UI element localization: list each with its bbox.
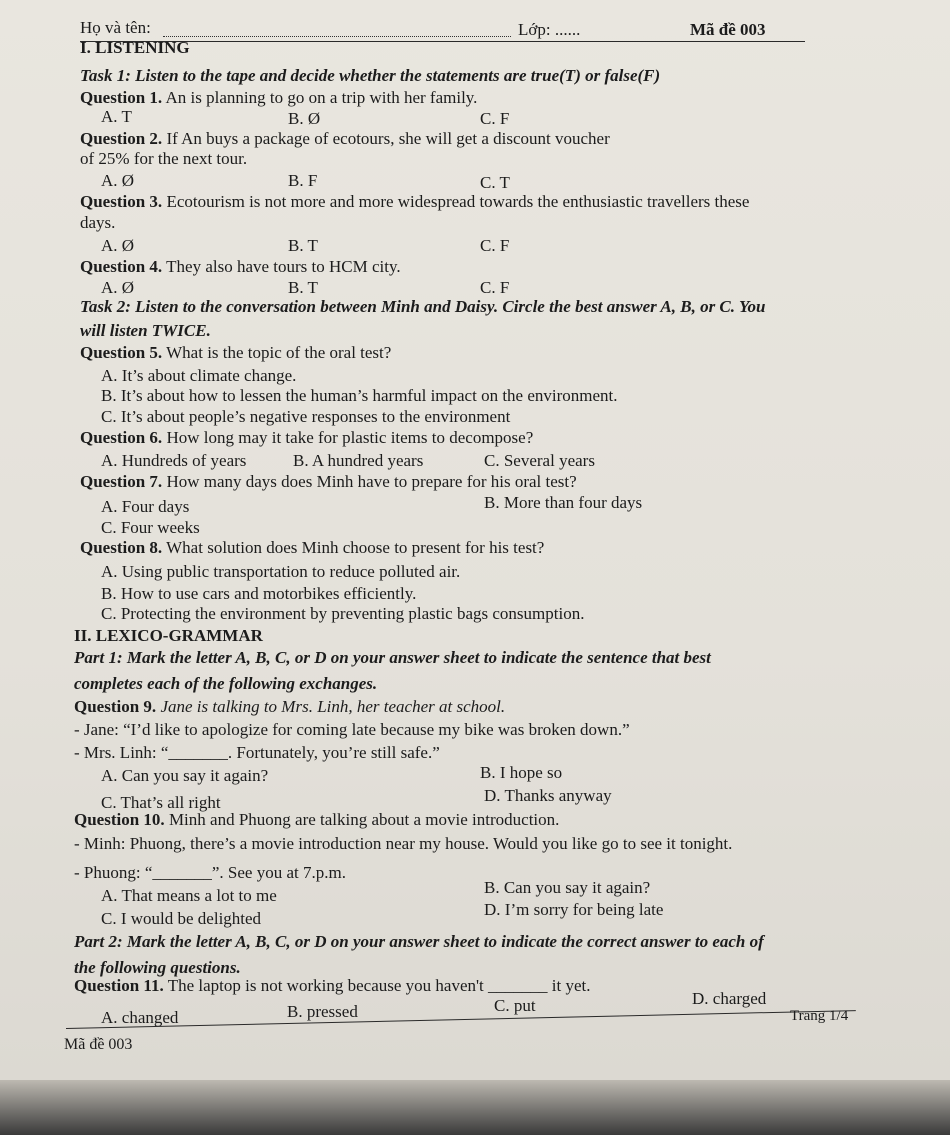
part2-instruction-cont: the following questions. — [74, 958, 241, 977]
section-listening-title: I. LISTENING — [80, 38, 190, 57]
question-7: Question 7. How many days does Minh have to prepare for his oral test? — [80, 472, 577, 491]
question-2-cont: of 25% for the next tour. — [80, 149, 248, 168]
task2-instruction: Task 2: Listen to the conversation between Minh and Daisy. Circle the best answer A, B, or C. You — [80, 297, 766, 316]
task2-instruction-cont: will listen TWICE. — [80, 321, 211, 340]
q6-option-c: C. Several years — [484, 451, 595, 470]
q5-option-b: B. It’s about how to lessen the human’s harmful impact on the environment. — [101, 386, 618, 405]
question-5: Question 5. What is the topic of the oral test? — [80, 343, 392, 362]
q7-option-a: A. Four days — [101, 497, 190, 516]
q3-option-a: A. Ø — [101, 236, 135, 255]
question-1: Question 1. An is planning to go on a trip with her family. — [80, 88, 478, 107]
q1-option-b: B. Ø — [288, 109, 321, 128]
q10-option-d: D. I’m sorry for being late — [484, 900, 664, 919]
q4-option-a: A. Ø — [101, 278, 135, 297]
footer-page-number: Trang 1/4 — [790, 1008, 849, 1024]
q2-option-c: C. T — [480, 173, 510, 192]
q8-option-c: C. Protecting the environment by preventing plastic bags consumption. — [101, 604, 585, 623]
q1-option-c: C. F — [480, 109, 510, 128]
name-label: Họ và tên: — [80, 18, 151, 37]
q6-option-b: B. A hundred years — [293, 451, 424, 470]
exam-code: Mã đề 003 — [690, 20, 766, 39]
q9-option-c: C. That’s all right — [101, 793, 221, 812]
q3-option-c: C. F — [480, 236, 510, 255]
q5-option-a: A. It’s about climate change. — [101, 366, 297, 385]
q3-option-b: B. T — [288, 236, 318, 255]
q10-option-b: B. Can you say it again? — [484, 878, 651, 897]
q10-option-a: A. That means a lot to me — [101, 886, 277, 905]
q9-option-b: B. I hope so — [480, 763, 563, 782]
q10-option-c: C. I would be delighted — [101, 909, 262, 928]
q11-option-d: D. charged — [692, 989, 767, 1008]
q9-linh-line: - Mrs. Linh: “_______. Fortunately, you’re still safe.” — [74, 743, 440, 762]
q6-option-a: A. Hundreds of years — [101, 451, 247, 470]
question-9: Question 9. Jane is talking to Mrs. Linh, her teacher at school. — [74, 697, 506, 716]
q1-option-a: A. T — [101, 107, 132, 126]
q5-option-c: C. It’s about people’s negative responses to the environment — [101, 407, 511, 426]
q2-option-b: B. F — [288, 171, 318, 190]
name-blank — [163, 36, 511, 37]
q10-phuong-line: - Phuong: “_______”. See you at 7.p.m. — [74, 863, 346, 882]
q7-option-b: B. More than four days — [484, 493, 643, 512]
photo-background — [0, 1080, 950, 1135]
footer-exam-code: Mã đề 003 — [64, 1036, 133, 1053]
question-10: Question 10. Minh and Phuong are talking about a movie introduction. — [74, 810, 560, 829]
question-6: Question 6. How long may it take for plastic items to decompose? — [80, 428, 534, 447]
footer-rule — [66, 1010, 856, 1029]
q11-option-b: B. pressed — [287, 1002, 358, 1021]
class-label: Lớp: ...... — [518, 20, 581, 39]
q7-option-c: C. Four weeks — [101, 518, 200, 537]
q4-option-c: C. F — [480, 278, 510, 297]
q4-option-b: B. T — [288, 278, 318, 297]
q11-option-a: A. changed — [101, 1008, 179, 1027]
task1-instruction: Task 1: Listen to the tape and decide whether the statements are true(T) or false(F) — [80, 66, 661, 85]
q2-option-a: A. Ø — [101, 171, 135, 190]
question-8: Question 8. What solution does Minh choose to present for his test? — [80, 538, 545, 557]
q9-jane-line: - Jane: “I’d like to apologize for coming late because my bike was broken down.” — [74, 720, 630, 739]
question-3-cont: days. — [80, 213, 116, 232]
question-3: Question 3. Ecotourism is not more and more widespread towards the enthusiastic travellers these — [80, 192, 750, 211]
q11-option-c: C. put — [494, 996, 536, 1015]
q10-minh-line: - Minh: Phuong, there’s a movie introduction near my house. Would you like go to see it tonight. — [74, 834, 733, 853]
question-11: Question 11. The laptop is not working because you haven't _______ it yet. — [74, 976, 591, 995]
question-4: Question 4. They also have tours to HCM city. — [80, 257, 401, 276]
q8-option-a: A. Using public transportation to reduce polluted air. — [101, 562, 461, 581]
part2-instruction: Part 2: Mark the letter A, B, C, or D on your answer sheet to indicate the correct answer to each of — [74, 932, 764, 951]
q9-option-a: A. Can you say it again? — [101, 766, 269, 785]
q8-option-b: B. How to use cars and motorbikes efficiently. — [101, 584, 417, 603]
question-2: Question 2. If An buys a package of ecotours, she will get a discount voucher — [80, 129, 610, 148]
section-grammar-title: II. LEXICO-GRAMMAR — [74, 626, 263, 645]
part1-instruction-cont: completes each of the following exchanges. — [74, 674, 378, 693]
part1-instruction: Part 1: Mark the letter A, B, C, or D on your answer sheet to indicate the sentence that best — [74, 648, 711, 667]
q9-option-d: D. Thanks anyway — [484, 786, 612, 805]
